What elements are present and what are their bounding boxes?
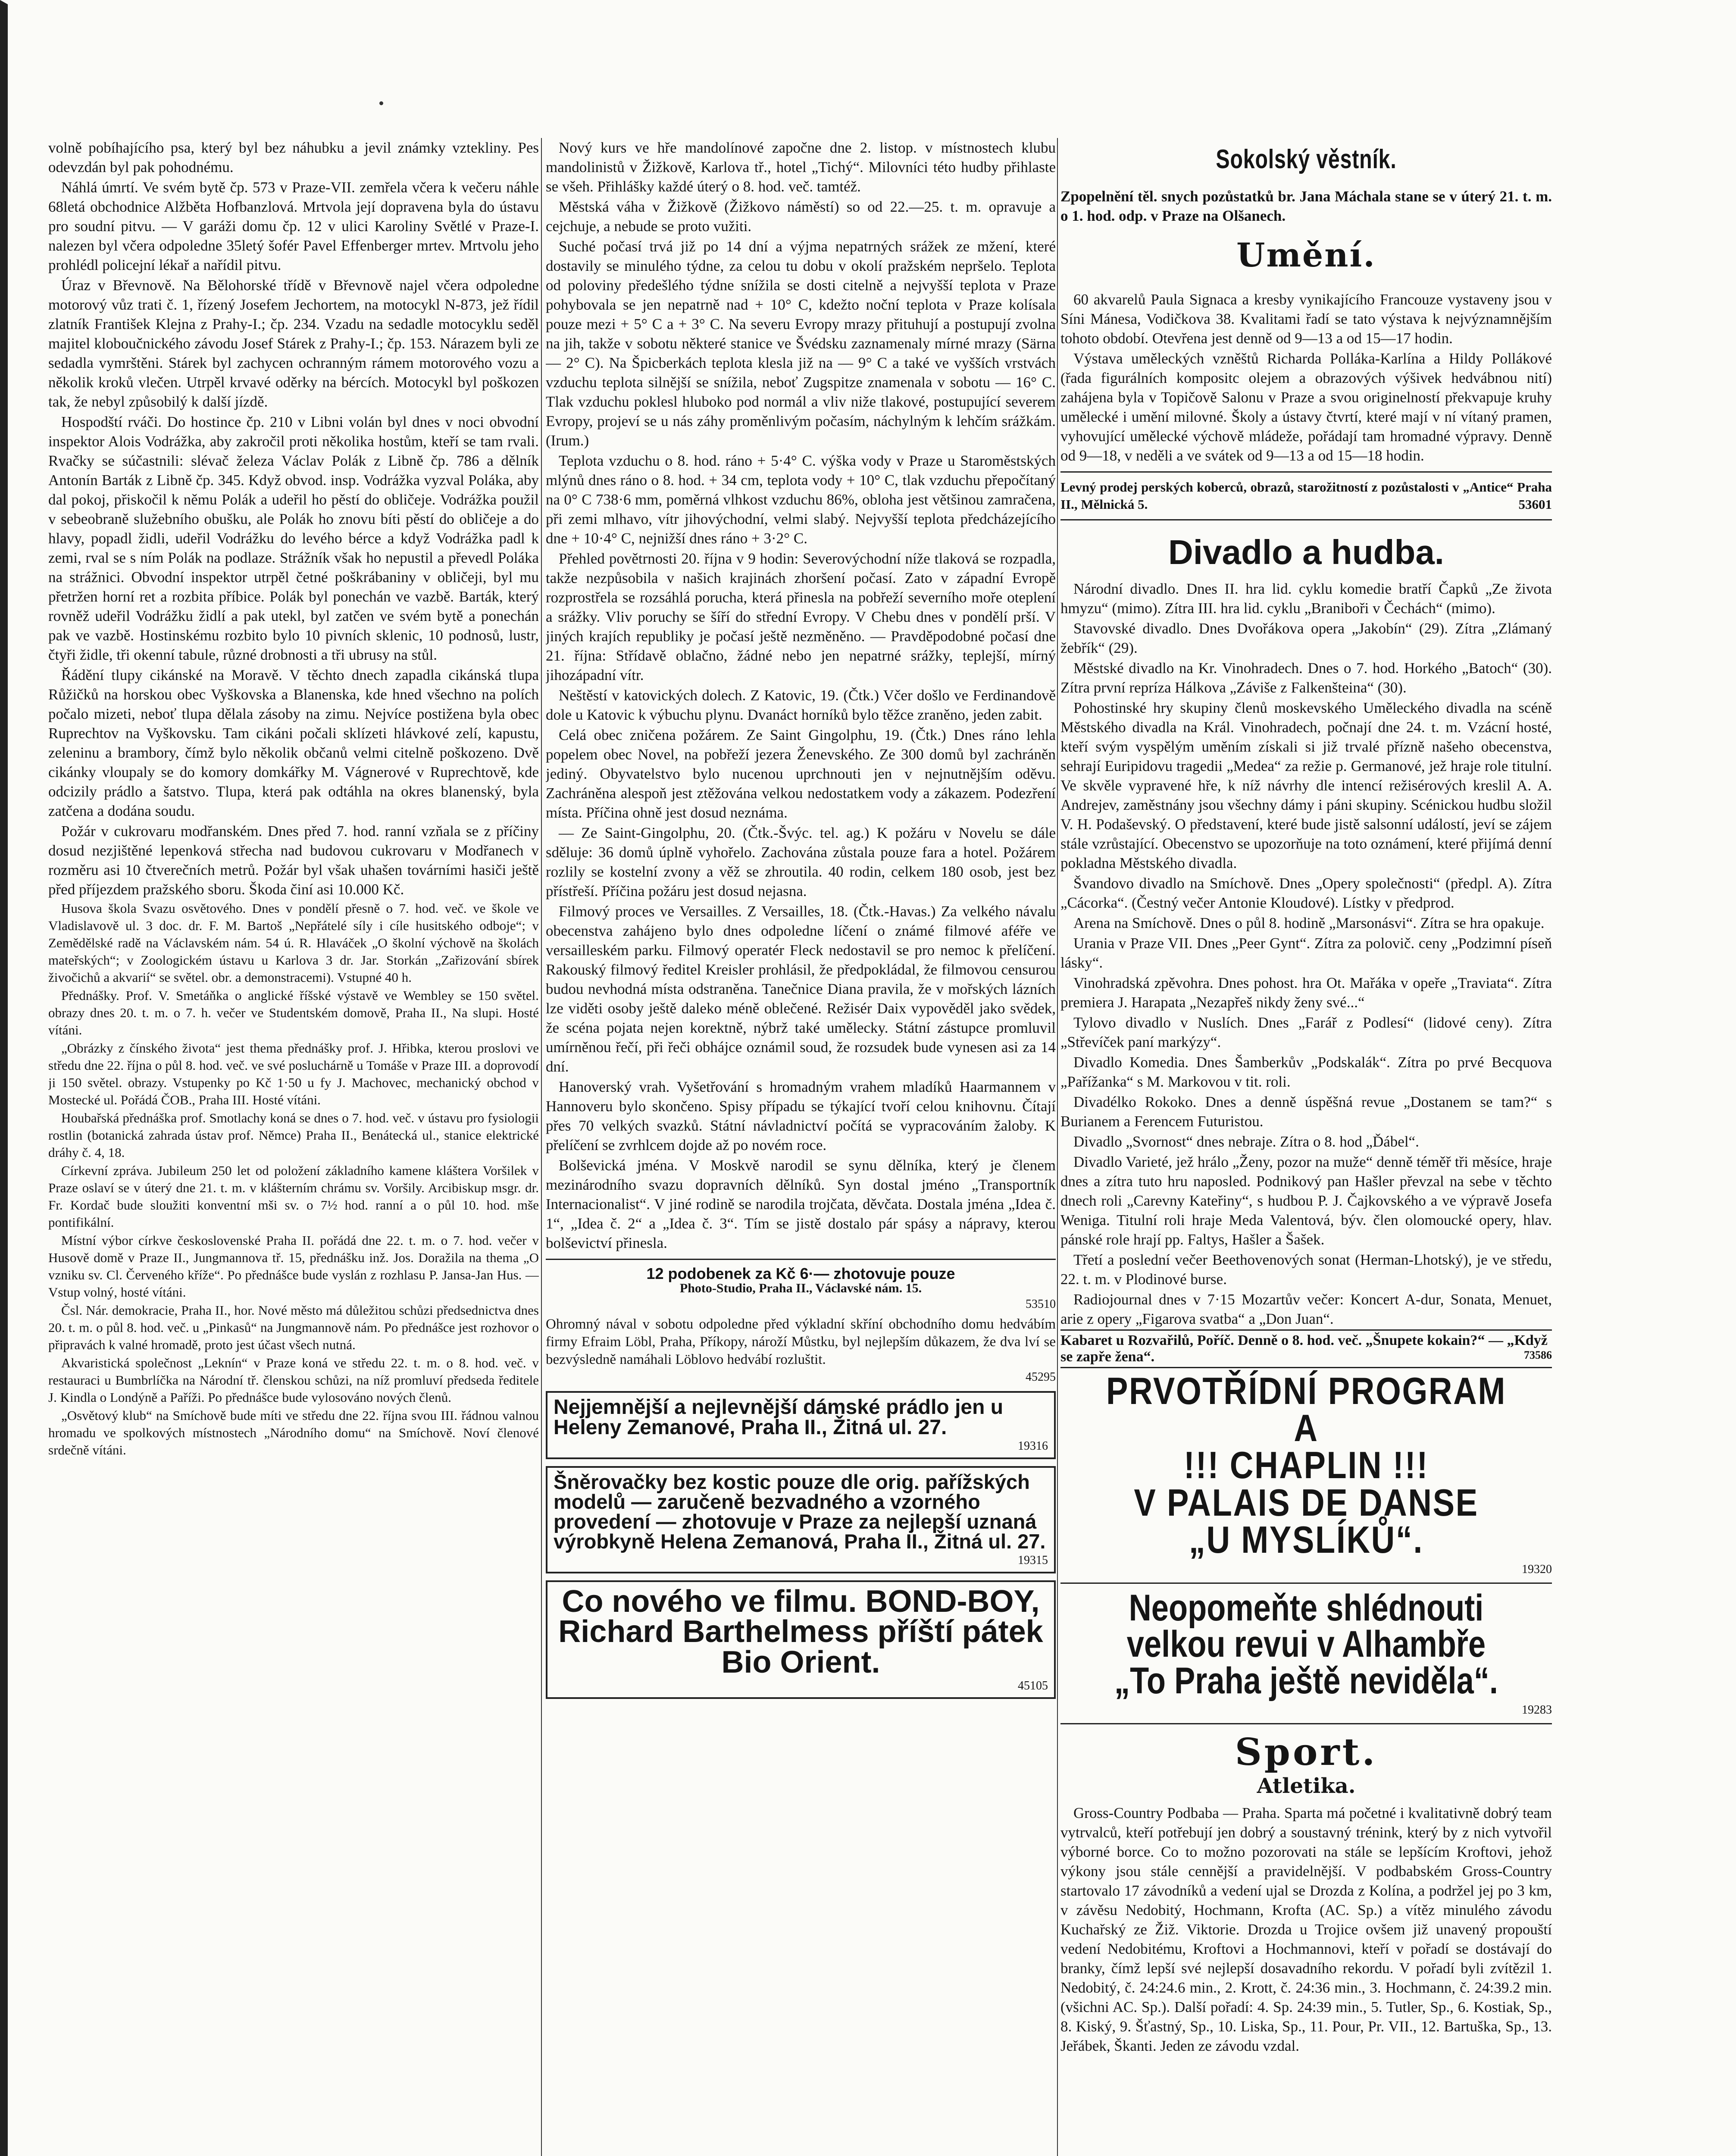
theatre-listing: Divadlo „Svornost“ dnes nebraje. Zítra o 8. hod „Ďábel“.: [1073, 1133, 1419, 1150]
divider: [546, 1259, 1056, 1260]
ad-chaplin-line: „U MYSLÍKŮ“.: [1189, 1518, 1423, 1561]
theatre-listing: Urania v Praze VII. Dnes „Peer Gynt“. Zítra za polovič. ceny „Podzimní píseň lásky“.: [1060, 935, 1552, 971]
ad-chaplin-line: V PALAIS DE DANSE: [1134, 1481, 1479, 1524]
column-middle: [546, 138, 1056, 2156]
notice-paragraph: Čsl. Nár. demokracie, Praha II., hor. Nové město má důležitou schůzi předsednictva dnes 20. t. m. o půl 8. hod. več. u „Pinkasů“ na Jungmannově nám. Po přednášce jest rozhovor o připravách k valné hromadě, proto jest účast všech nutná.: [48, 1303, 539, 1352]
ad-koberce-text: Levný prodej perských koberců, obrazů, starožitností z pozůstalosti v „Antice“ Praha II., Mělnická 5.: [1060, 479, 1552, 512]
section-title-umeni: Umění.: [1236, 236, 1376, 274]
column-left: [48, 138, 539, 2156]
article-paragraph: Městská váha v Žižkově (Žižkovo náměstí) so od 22.—25. t. m. opravuje a cejchuje, a nebude se proto vužiti.: [546, 198, 1056, 235]
article-paragraph: Filmový proces ve Versailles. Z Versailles, 18. (Čtk.-Havas.) Za velkého návalu obecenstva zahájeno bylo dnes odpoledne líčení o známé filmové aféře ve versailleském parku. Filmový operatér Fleck nedostavil se pro nemoc k přelíčení. Rakouský filmový ředitel Kreisler prohlásil, že předpokládal, že filmovou censurou budou nevhodná místa odstraněna. Tanečnice Diana pravila, že v mořských lázních lze viděti osoby ještě daleko méně oblečené. Režisér Daix vypověděl jako svědek, že scéna pojata nejen korektně, nýbrž také umělecky. Státní zástupce promluvil umírněnou řečí, při řeči obhájce oznámil soud, že rozsudek bude vynesen asi za 14 dní.: [546, 903, 1056, 1075]
article-paragraph: Nový kurs ve hře mandolínové započne dne 2. listop. v místnostech klubu mandolinistů v Žižkově, Karlova tř., hotel „Tichý“. Milovníci této hudby přihlaste se všeh. Přihlášky každé úterý o 8. hod. več. tamtéž.: [546, 139, 1056, 195]
article-paragraph: Úraz v Břevnově. Na Bělohorské třídě v Břevnově najel včera odpoledne motorový vůz trati č. 1, řízený Josefem Jechortem, na motocykl N-873, jež řídil zlatník František Klejna z Prahy-I.; čp. 234. Vzadu na sedadle motocyklu seděl majitel kloboučnického závodu Josef Stárek z Prahy-I.; čp. 153. Nárazem byli ze sedadla vymrštěni. Stárek byl zachycen ochranným rámem motorového vozu a několik kroků vlečen. Utrpěl krvavé oděrky na bércích. Motocykl byl poškozen tak, že nebyl způsobilý k další jízdě.: [48, 277, 539, 410]
ad-photo-address: Photo-Studio, Praha II., Václavské nám. 15.: [679, 1281, 922, 1296]
divider: [1060, 519, 1552, 520]
article-paragraph: Teplota vzduchu o 8. hod. ráno + 5·4° C. výška vody v Praze u Staroměstských mlýnů dnes ráno o 8. hod. + 34 cm, teplota vody + 10° C, tlak vzduchu přepočítaný na 0° C 738·6 mm, poměrná vlhkost vzduchu 86%, obloha jest většinou zamračena, při zemi mlhavo, vítr jihovýchodní, velmi slabý. Nejvyšší teplota předcházejícího dne + 10·4° C, nejnižší dnes ráno + 3·2° C.: [546, 452, 1056, 547]
article-paragraph: Požár v cukrovaru modřanském. Dnes před 7. hod. ranní vzňala se z příčiny dosud nezjištěné lepenková střecha nad budovou cukrovaru v Modřanech v rozměru asi 10 čtverečních metrů. Požár byl však uhašen továrními hasiči ještě před příjezdem pražského sboru. Škoda činí asi 10.000 Kč.: [48, 823, 539, 898]
article-paragraph: volně pobíhajícího psa, který byl bez náhubku a jevil známky vztekliny. Pes odevzdán byl pak pohodnému.: [48, 139, 539, 175]
article-paragraph: Celá obec zničena požárem. Ze Saint Gingolphu, 19. (Čtk.) Dnes ráno lehla popelem obec Novel, na pobřeží jezera Ženevského. Ze 300 domů byl zachráněn jediný. Obyvatelstvo bylo nucenou uprchnouti jen v nejnutnějším oděvu. Zachráněna alespoň jest ztěžována velkou nedostatkem vody a zákazem. Podezření místa. Příčina ohně jest dosud neznáma.: [546, 727, 1056, 821]
art-notice: 60 akvarelů Paula Signaca a kresby vynikajícího Francouze vystaveny jsou v Síni Mánesa, Vodičkova 38. Kvalitami řadí se tato výstava k nejvýznamnějším tohoto období. Otevřena jest denně od 9—13 a od 15—17 hodin.: [1060, 291, 1552, 347]
print-speck: [379, 101, 383, 105]
theatre-listing: Pohostinské hry skupiny členů moskevského Uměleckého divadla na scéně Městského divadla na Král. Vinohradech, počnají dne 24. t. m. Vzácní hosté, kteří svým vyspělým uměním získali si již trvalé přízně našeho obecenstva, sehrají Euripidovu tragedii „Medea“ za režie p. Germanové, jež hraje role titulní. Ve skvěle vypravené hře, k níž návrhy dle intencí režisérových kreslil A. A. Andrejev, zaměstnány jsou všechny dámy i páni skupiny. Scénickou hudbu složil V. H. Podaševský. O představení, které bude jistě salsonní událostí, jeví se zájem stále vzrůstající. Obecenstvo se upozorňuje na toto oznámení, které přijímá denní pokladna Městského divadla.: [1060, 699, 1552, 871]
ad-lobl-number: 45295: [1026, 1370, 1056, 1384]
ad-zemanova-number: 19316: [1018, 1439, 1048, 1453]
ad-snerovacky-number: 19315: [1018, 1553, 1048, 1567]
ad-lobl-text: Ohromný nával v sobotu odpoledne před výkladní skříní obchodního domu hedvábím firmy Efraim Löbl, Praha, Příkopy, nároží Můstku, byl nejlepším důkazem, že dva lví se bezvýsledně namáhali Löblovo hedvábí rozluštit.: [546, 1316, 1056, 1368]
ad-kabaret: [1060, 1329, 1552, 1368]
article-paragraph: Suché počasí trvá již po 14 dní a výjma nepatrných srážek ze mžení, které dostavily se minulého týdne, za celou tu dobu v okolí pražském nepršelo. Teplota od poloviny předešlého týdne snížila se dosti citelně a nejvyšší teplota v Praze pohybovala se jen nepatrně nad + 10° C, kdežto noční teplota v Praze kolísala pouze mezi + 5° C a + 3° C. Na severu Evropy mrazy přituhují a postupují zvolna na jih, takže v sobotu některé stanice ve Švédsku zaznamenaly mírné mrazy (Särna — 2° C). Na Špicberkách teplota klesla již na — 9° C a také ve vyšších vrstvách vzduchu teplota silnější se snížila, neboť Zugspitze znamenala v sobotu — 16° C. Tlak vzduchu poklesl hluboko pod normál a vliv niže tlakové, postupující severem Evropy, projeví se u nás záhy proměnlivým počasím, náchylným k lehčím srážkám. (Irum.): [546, 238, 1056, 449]
divider: [1060, 471, 1552, 473]
theatre-listing: Divadlo Varieté, jež hrálo „Ženy, pozor na muže“ denně téměř tři měsíce, hraje dnes a zítra tuto hru naposled. Podnikový pan Hašler převzal na sebe v těchto dnech roli „Carevny Kateřiny“, s hudbou P. J. Čajkovského a ve výpravě Josefa Weniga. Titulní roli hraje Meda Valentová, býv. člen olomoucké opery, hlav. pánské role hrají pp. Faltys, Hašler a Šašek.: [1060, 1153, 1552, 1248]
ad-bond-boy: [546, 1580, 1056, 1699]
ad-photo-number: 53510: [1026, 1297, 1056, 1311]
theatre-listing: Radiojournal dnes v 7·15 Mozartův večer: Koncert A-dur, Sonata, Menuet, arie z opery „Figarova svatba“ a „Don Juan“.: [1060, 1291, 1552, 1327]
theatre-listing: Městské divadlo na Kr. Vinohradech. Dnes o 7. hod. Horkého „Batoch“ (30). Zítra první repríza Hálkova „Záviše z Falkenšteina“ (30).: [1060, 660, 1552, 696]
article-paragraph: Přehled povětrnosti 20. října v 9 hodin: Severovýchodní níže tlaková se rozpadla, takže nezpůsobila v našich krajinách zhoršení počasí. Zato v západní Evropě rozprostřela se rozsáhlá porucha, která přinesla na pobřeží severního moře oteplení a srážky. Vliv poruchy se šíří do střední Evropy. V Chebu dnes v pondělí prší. V jiných krajích republiky je počasí ještě nezměněno. — Pravděpodobné počasí dne 21. října: Střídavě oblačno, žádné nebo jen nepatrné srážky, teplejší, mírný jihozápadní vítr.: [546, 550, 1056, 683]
article-paragraph: — Ze Saint-Gingolphu, 20. (Čtk.-Švýc. tel. ag.) K požáru v Novelu se dále sděluje: 36 domů úplně vyhořelo. Zachována zůstala pouze fara a hotel. Požárem rozlily se kostelní zvony a věž se zhroutila. 40 rodin, celkem 180 osob, jest bez přístřeší. Příčina požáru jest dosud nejasna.: [546, 824, 1056, 899]
notice-paragraph: Místní výbor církve československé Praha II. pořádá dne 22. t. m. o 7. hod. večer v Husově domě v Praze II., Jungmannova tř. 15, přednášku inž. Jos. Doražila na thema „O vzniku sv. Cl. Červeného kříže“. Po přednášce bude vyslán z rozhlasu P. Jansa-Jan Hus. — Vstup volný, hosté vítáni.: [48, 1233, 539, 1300]
ad-koberce: [1060, 479, 1552, 513]
ad-alhambra-line: velkou revui v Alhambře: [1126, 1623, 1486, 1665]
divider: [1060, 1723, 1552, 1724]
column-rule-2: [1057, 138, 1058, 2156]
theatre-listing: Stavovské divadlo. Dnes Dvořákova opera „Jakobín“ (29). Zítra „Zlámaný žebřík“ (29).: [1060, 620, 1552, 656]
art-notice: Výstava uměleckých vzněštů Richarda Polláka-Karlína a Hildy Pollákové (řada figurálních kompositc olejem a obrazových výšivek hedvábnou nití) zahájena byla v Topičově Salonu v Praze a svou originelností překvapuje kruhy umělecké i umění milovné. Školy a ústavy čtvrtí, které mají v ní vítaný pramen, vyhovující umělecké výchově mládeže, pořádají tam hromadné výpravy. Denně od 9—18, v neděli a ve svátek od 9—13 a od 15—18 hodin.: [1060, 350, 1552, 464]
notice-paragraph: Akvaristická společnost „Leknín“ v Praze koná ve středu 22. t. m. o 8. hod. več. v restauraci u Bumbrlíčka na Národní tř. členskou schůzi, na níž promluví předseda ředitele J. Kindla o Londýně a Paříži. Po přednášce bude vylosováno nových členů.: [48, 1355, 539, 1405]
divider: [1060, 1583, 1552, 1584]
column-right: [1060, 138, 1552, 2156]
theatre-listing: Divadlo Komedia. Dnes Šamberkův „Podskalák“. Zítra po prvé Becquova „Pařížanka“ s M. Markovou v tit. roli.: [1060, 1054, 1552, 1090]
theatre-listing: Tylovo divadlo v Nuslích. Dnes „Farář z Podlesí“ (lidové ceny). Zítra „Střevíček paní markýzy“.: [1060, 1014, 1552, 1050]
ad-bond-text: Co nového ve filmu. BOND-BOY, Richard Barthelmess příští pátek Bio Orient.: [558, 1584, 1043, 1680]
ad-photo-studio: [546, 1266, 1056, 1311]
article-paragraph: Bolševická jména. V Moskvě narodil se synu dělníka, který je členem mezinárodního svazu dopravních dělníků. Syn dostal jméno „Transportník Internacionalist“. V jiné rodině se narodila trojčata, děvčata. Dostala jména „Idea č. 1“, „Idea č. 2“ a „Idea č. 3“. Tím se jistě dostalo pár spásy a nápravy, kterou bolševictví přinesla.: [546, 1157, 1056, 1251]
ad-zemanova-pradlo: [546, 1391, 1056, 1459]
ad-chaplin: [1060, 1369, 1552, 1561]
article-paragraph: Náhlá úmrtí. Ve svém bytě čp. 573 v Praze-VII. zemřela včera k večeru náhle 68letá obchodnice Alžběta Hofbanzlová. Mrtvola její dopravena byla do ústavu pro soudní pitvu. — V garáži domu čp. 12 v ulici Karoliny Světlé v Praze-I. nalezen byl včera odpoledne 35letý šofér Pavel Effenberger mrtev. Mrtvolu jeho prohlédl policejní lékař a nařídil pitvu.: [48, 179, 539, 273]
ad-alhambra-number: 19283: [1522, 1703, 1552, 1717]
ad-snerovacky-text: Šněrovačky bez kostic pouze dle orig. pařížských modelů — zaručeně bezvadného a vzorného provedení — zhotovuje v Praze za nejlepší uznaná výrobkyně Helena Zemanová, Praha II., Žitná ul. 27.: [554, 1470, 1046, 1553]
ad-lobl: [546, 1316, 1056, 1384]
article-paragraph: Hanoverský vrah. Vyšetřování s hromadným vrahem mladíků Haarmannem v Hannoveru bylo skončeno. Spisy případu se týkající tvoří celou knihovnu. Čítají přes 70 velkých svazků. Státní návladnictví počítá se vypracováním žaloby. K přelíčení se zvrhlcem dojde až po novém roce.: [546, 1078, 1056, 1153]
notice-paragraph: Přednášky. Prof. V. Smetáňka o anglické říšské výstavě ve Wembley se 150 světel. obrazy dnes 20. t. m. o 7. h. večer ve Studentském domově, Praha II., Na slupi. Hosté vítáni.: [48, 988, 539, 1037]
section-subtitle-atletika: Atletika.: [1257, 1774, 1356, 1798]
ad-alhambra-line: „To Praha ještě neviděla“.: [1114, 1660, 1498, 1702]
notice-paragraph: Církevní zpráva. Jubileum 250 let od položení základního kamene kláštera Voršilek v Praze oslaví se v úterý dne 21. t. m. v klášterním chrámu sv. Voršily. Arcibiskup msgr. dr. Fr. Kordač bude sloužiti konventní mši sv. o 7½ hod. ranní a o půl 10. hod. mše pontifikální.: [48, 1163, 539, 1230]
notice-paragraph: Husova škola Svazu osvětového. Dnes v pondělí přesně o 7. hod. več. ve škole ve Vladislavově ul. 3 doc. dr. F. M. Bartoš „Nepřátelé síly i cíle husitského odboje“; v Zemědělské radě na Václavském nám. 54 ú. R. Hlaváček „O školní výchově na školách mateřských“; v Zoologickém ústavu u Karlova 3 dr. Jar. Storkán „Zařizování sbírek živočichů a akvarií“ se světel. obr. a demonstracemi). Vstupné 40 h.: [48, 901, 539, 985]
ad-kabaret-text: Kabaret u Rozvařilů, Poříč. Denně o 8. hod. več. „Šnupete kokain?“ — „Když se zapře žena“.: [1060, 1332, 1548, 1365]
article-paragraph: Neštěstí v katovických dolech. Z Katovic, 19. (Čtk.) Včer došlo ve Ferdinandově dole u Katovic k výbuchu plynu. Dvanáct horníků bylo těžce zraněno, jeden zabit.: [546, 687, 1056, 723]
notice-paragraph: „Osvětový klub“ na Smíchově bude míti ve středu dne 22. října svou III. řádnou valnou hromadu ve spolkových místnostech „Národního domu“ na Smíchově. Noví členové srdečně vítáni.: [48, 1408, 539, 1457]
theatre-listing: Třetí a poslední večer Beethovenových sonat (Herman-Lhotský), je ve středu, 22. t. m. v Plodinové burse.: [1060, 1251, 1552, 1288]
theatre-listing: Národní divadlo. Dnes II. hra lid. cyklu komedie bratří Čapků „Ze života hmyzu“ (mimo). Zítra III. hra lid. cyklu „Braniboři v Čechách“ (mimo).: [1060, 580, 1552, 617]
section-title-sport: Sport.: [1235, 1730, 1378, 1774]
ad-alhambra: [1060, 1587, 1552, 1702]
ad-alhambra-line: Neopomeňte shlédnouti: [1129, 1587, 1484, 1629]
sokol-notice: Zpopelnění těl. snych pozůstatků br. Jana Máchala stane se v úterý 21. t. m. o 1. hod. odp. v Praze na Olšanech.: [1060, 188, 1552, 224]
article-paragraph: Hospodští rváči. Do hostince čp. 210 v Libni volán byl dnes v noci obvodní inspektor Alois Vodrážka, aby zakročil proti několika hostům, kteří se tam rvali. Rvačky se súčastnili: slévač železa Václav Polák z Libně čp. 786 a dělník Antonín Barták z Libně čp. 345. Když obvod. insp. Vodrážka vyzval Poláka, aby dal pokoj, přiskočil k němu Polák a udeřil ho pěstí do obličeje. Vodrážka použil v sebeobraně služebního obušku, ale Polák ho znovu bíti pěstí do obličeje a do hlavy, popadl židli, udeřil Vodrážku do levého bérce a když Vodrážka padl k zemi, rval se s ním Polák na podlaze. Strážník však ho nepustil a převedl Poláka na strážnici. Obvodní inspektor utrpěl četné poškrábaniny v obličeji, byl mu přetržen horní ret a rozbita příbice. Polák byl ponechán ve vazbě. Barták, který rovněž udeřil Vodrážku židlí a pak utekl, byl zatčen ve svém bytě a ponechán pak ve vazbě. Hostinskému rozbito bylo 10 pivních sklenic, 10 podnosů, lustr, čtyři židle, tři okenní tabule, různé drobnosti a tři ubrusy na stůl.: [48, 414, 539, 663]
ad-chaplin-line: PRVOTŘÍDNÍ PROGRAM A: [1106, 1369, 1507, 1450]
ad-koberce-number: 53601: [1518, 497, 1552, 512]
article-paragraph: Řádění tlupy cikánské na Moravě. V těchto dnech zapadla cikánská tlupa Růžičků na horskou obec Vyškovska a Blanenska, kde hned všechno na polích počalo mizeti, neboť tlupa dělala zásoby na zimu. Nejvíce postižena byla obec Ruprechtov na Vyškovsku. Tam cikáni počali sklízeti hlávkové zelí, kapustu, zeleninu a brambory, čímž bylo několik občanů velmi citelně poškozeno. Dvě cikánky vloupaly se do komory domkářky M. Vágnerové v Ruprechtově, kde odcizily prádlo a šatstvo. Tlupa, která pak odtáhla na okres blanenský, byla zatčena a dodána soudu.: [48, 667, 539, 819]
ad-kabaret-number: 73586: [1524, 1349, 1552, 1361]
column-rule-1: [541, 138, 542, 2156]
notice-paragraph: Houbařská přednáška prof. Smotlachy koná se dnes o 7. hod. več. v ústavu pro fysiologii rostlin (botanická zahrada ústav prof. Němce) Praha II., Benátecká ul., stanice elektrické dráhy č. 4, 18.: [48, 1110, 539, 1160]
section-title-divadlo: Divadlo a hudba.: [1168, 533, 1445, 571]
theatre-listing: Arena na Smíchově. Dnes o půl 8. hodině „Marsonásvi“. Zítra se hra opakuje.: [1073, 915, 1545, 931]
ad-zemanova-text: Nejjemnější a nejlevnější dámské prádlo jen u Heleny Zemanové, Praha II., Žitná ul. 27.: [554, 1396, 1004, 1439]
sport-article: Gross-Country Podbaba — Praha. Sparta má početné i kvalitativně dobrý team vytrvalců, kteří potřebují jen dobrý a soustavný trénink, který by z nich vytvořil výborné borce. Co to možno pozorovati na stále se lepšícím Kroftovi, jehož výkony jsou stále cennější a pravidelnější. V podbabském Gross-Country startovalo 17 závodníků a vedení ujal se Drozda z Kolína, a podržel jej po 3 km, v závěsu Nedobitý, Hochmann, Krofta (AC. Sp.) a vítěz minulého závodu Kuchařský ze Žiž. Viktorie. Drozda u Trojice ovšem již unavený propouští vedení Nedobitému, Kroftovi a Hochmannovi, kteří v pořadí se dostávají do branky, čímž lepší své nejlepší dosavadního rekordu. V pořadí byli zvítězil 1. Nedobitý, č. 24:24.6 min., 2. Krott, č. 24:36 min., 3. Hochmann, č. 24:39.2 min. (všichni AC. Sp.). Další pořadí: 4. Sp. 24:39 min., 5. Tutler, Sp., 6. Kostiak, Sp., 8. Kiský, 9. Šťastný, Sp., 10. Liska, Sp., 11. Pour, Pr. VII., 12. Bartuška, Sp., 13. Jeřábek, Škanti. Jeden ze závodu vzdal.: [1060, 1804, 1552, 2054]
ad-bond-number: 45105: [1018, 1679, 1048, 1693]
ad-photo-heading: 12 podobenek za Kč 6·— zhotovuje pouze: [646, 1265, 955, 1282]
ad-chaplin-line: !!! CHAPLIN !!!: [1183, 1444, 1429, 1487]
theatre-listing: Švandovo divadlo na Smíchově. Dnes „Opery společnosti“ (předpl. A). Zítra „Cácorka“. (Čestný večer Antonie Kloudové). Lístky v předprod.: [1060, 875, 1552, 911]
ad-snerovacky: [546, 1466, 1056, 1573]
ad-chaplin-number: 19320: [1522, 1563, 1552, 1576]
theatre-listing: Vinohradská zpěvohra. Dnes pohost. hra Ot. Mařáka v opeře „Traviata“. Zítra premiera J. Harapata „Nezapřeš nikdy ženy své...“: [1060, 975, 1552, 1011]
notice-paragraph: „Obrázky z čínského života“ jest thema přednášky prof. J. Hřibka, kterou proslovi ve středu dne 22. října o půl 8. hod. več. ve své posluchárně u Tomáše v Praze III. a doprovodí ji 150 světel. obrazy. Vstupenky po Kč 1·50 u fy J. Machovec, mechanický obchod v Mostecké ul. Pořádá ČOB., Praha III. Hosté vítáni.: [48, 1040, 539, 1107]
section-title-sokol: Sokolský věstník.: [1216, 144, 1397, 174]
theatre-listing: Divadélko Rokoko. Dnes a denně úspěšná revue „Dostanem se tam?“ s Burianem a Ferencem Futuristou.: [1060, 1094, 1552, 1130]
